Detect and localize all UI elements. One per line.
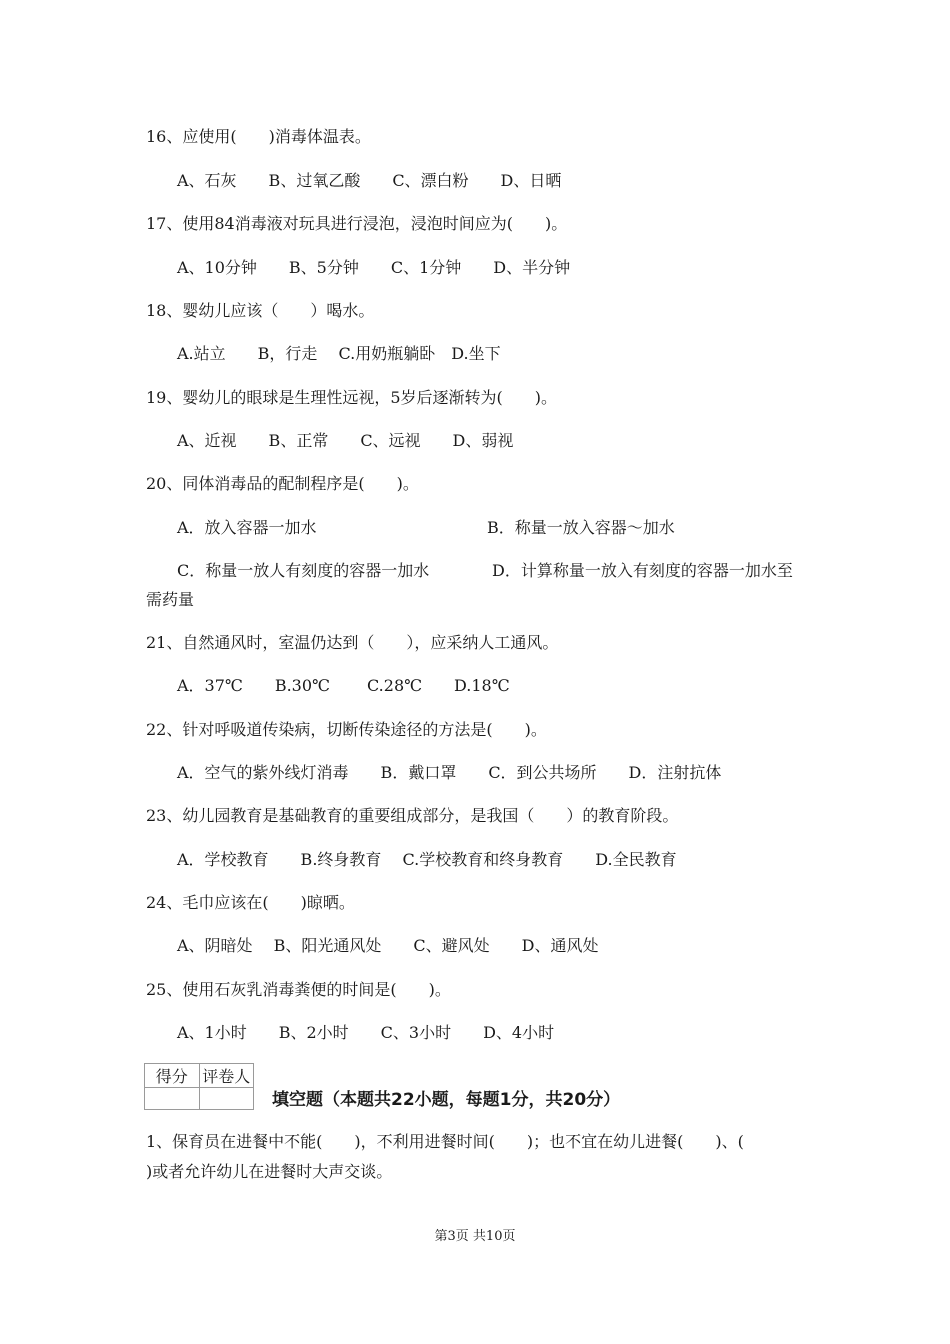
option-20-a: A．放入容器一加水 bbox=[177, 518, 317, 537]
option-20-c: C．称量一放人有刻度的容器一加水 bbox=[177, 561, 430, 580]
question-24: 24、毛巾应该在( )晾晒。 bbox=[146, 893, 355, 912]
question-22: 22、针对呼吸道传染病，切断传染途径的方法是( )。 bbox=[146, 720, 547, 739]
options-17: A、10分钟 B、5分钟 C、1分钟 D、半分钟 bbox=[177, 258, 571, 277]
grader-cell bbox=[199, 1088, 254, 1110]
question-17: 17、使用84消毒液对玩具进行浸泡，浸泡时间应为( )。 bbox=[146, 214, 568, 233]
options-25: A、1小时 B、2小时 C、3小时 D、4小时 bbox=[177, 1023, 555, 1042]
section-title: 填空题（本题共22小题，每题1分，共20分） bbox=[272, 1090, 621, 1110]
score-cell bbox=[145, 1088, 200, 1110]
fill-question-1-continued: )或者允许幼儿在进餐时大声交谈。 bbox=[146, 1162, 393, 1181]
options-23: A．学校教育 B.终身教育 C.学校教育和终身教育 D.全民教育 bbox=[177, 850, 677, 869]
score-label: 得分 bbox=[145, 1064, 200, 1088]
options-22: A．空气的紫外线灯消毒 B．戴口罩 C．到公共场所 D．注射抗体 bbox=[177, 763, 722, 782]
options-19: A、近视 B、正常 C、远视 D、弱视 bbox=[177, 431, 514, 450]
question-23: 23、幼儿园教育是基础教育的重要组成部分，是我国（ ）的教育阶段。 bbox=[146, 806, 679, 825]
fill-question-1: 1、保育员在进餐中不能( )，不利用进餐时间( )；也不宜在幼儿进餐( )、( bbox=[146, 1132, 744, 1151]
option-20-d: D．计算称量一放入有刻度的容器一加水至 bbox=[492, 561, 793, 580]
options-21: A．37℃ B.30℃ C.28℃ D.18℃ bbox=[177, 676, 510, 695]
options-24: A、阴暗处 B、阳光通风处 C、避风处 D、通风处 bbox=[177, 936, 599, 955]
page-footer: 第3页 共10页 bbox=[434, 1229, 516, 1244]
grader-label: 评卷人 bbox=[199, 1064, 254, 1088]
options-16: A、石灰 B、过氧乙酸 C、漂白粉 D、日晒 bbox=[177, 171, 562, 190]
question-18: 18、婴幼儿应该（ ）喝水。 bbox=[146, 301, 375, 320]
option-20-b: B．称量一放入容器～加水 bbox=[487, 518, 675, 537]
question-21: 21、自然通风时，室温仍达到（ ），应采纳人工通风。 bbox=[146, 633, 559, 652]
option-20-d-continued: 需药量 bbox=[146, 590, 195, 609]
question-20: 20、同体消毒品的配制程序是( )。 bbox=[146, 474, 419, 493]
score-box bbox=[144, 1063, 254, 1110]
question-16: 16、应使用( )消毒体温表。 bbox=[146, 127, 371, 146]
question-19: 19、婴幼儿的眼球是生理性远视，5岁后逐渐转为( )。 bbox=[146, 388, 558, 407]
question-25: 25、使用石灰乳消毒粪便的时间是( )。 bbox=[146, 980, 451, 999]
options-18: A.站立 B，行走 C.用奶瓶躺卧 D.坐下 bbox=[177, 344, 501, 363]
